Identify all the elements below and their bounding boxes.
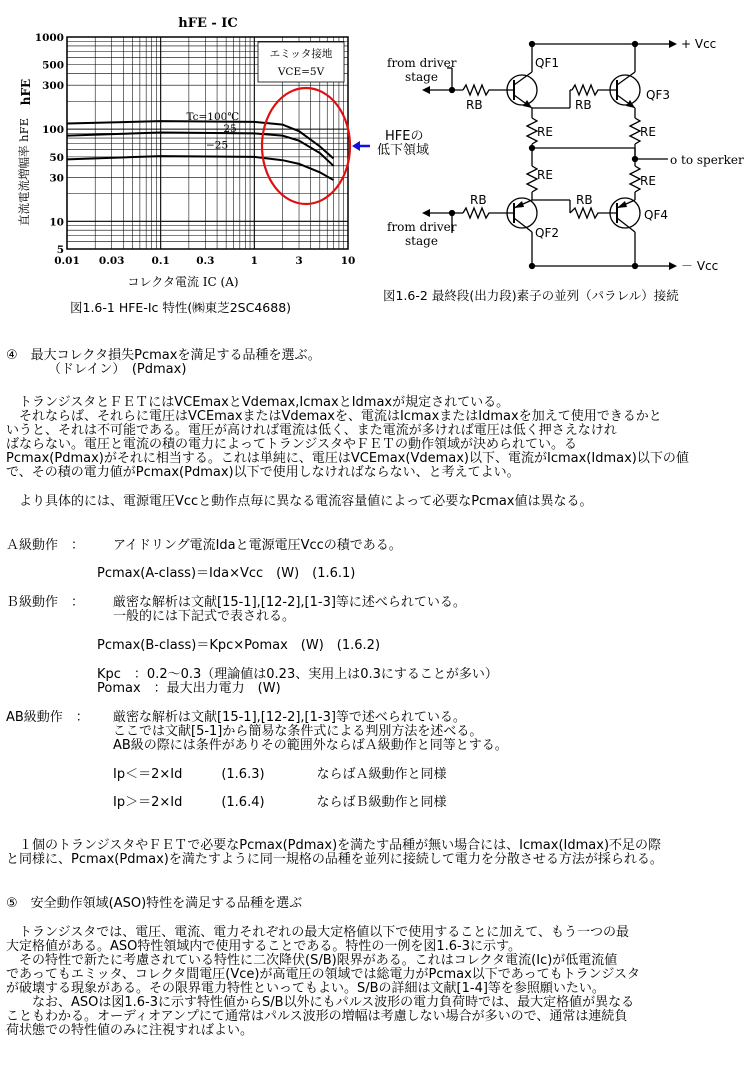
figure-1-caption: 図1.6-1 HFE-Ic 特性(㈱東芝2SC4688) [70,300,292,315]
x-tick-label: 0.1 [151,255,170,267]
item5-title: ⑤ 安全動作領域(ASO)特性を満足する品種を選ぶ [6,896,303,911]
y-tick-label: 100 [42,124,64,137]
ab-class-label: AB級動作 ： [6,710,89,725]
rb-label-3: RB [470,193,487,207]
p4-line-1: トランジスタでは、電圧、電流、電力それぞれの最大定格値以下で使用することに加えて、もう一つの最 [6,925,630,940]
p4-line-8: 荷状態での特性値のみに注視すればよい。 [6,1023,254,1038]
re-label-2: RE [640,125,656,139]
p3-line-1: １個のトランジスタやＦＥＴで必要なPcmax(Pdmax)を満たす品種が無い場合には、Icmax(Idmax)不足の際 [6,838,662,853]
y-tick-label: 10 [49,216,64,229]
item4-subtitle: （ドレイン） (Pdmax) [48,362,187,377]
x-tick-label: 10 [340,255,356,267]
y-tick-label: 500 [42,59,64,72]
p2: より具体的には、電源電圧Vccと動作点毎に異なる電流容量値によって必要なPcmax値は異なる。 [6,494,593,509]
p3-line-2: と同様に、Pcmax(Pdmax)を満たすように同一規格の品種を並列に接続して電力を分散させる方法が採られる。 [6,852,663,867]
y-tick-label: 30 [49,172,64,185]
driver-top-line-1: from driver [387,56,457,70]
ab-class-text-2: ここでは文献[5-1]から簡易な条件式による判別方法を述べる。 [113,724,483,739]
annotation-line-2: 低下領域 [377,143,430,158]
qf4-label: QF4 [644,208,668,222]
x-tick-label: 3 [295,255,303,267]
driver-bottom-line-2: stage [405,234,438,248]
kpc-definition: Kpc ：0.2～0.3（理論値は0.23、実用上は0.3にすることが多い） [97,667,498,682]
p1-line-1: トランジスタとＦＥＴにはVCEmaxとVdemax,IcmaxとIdmaxが規定されている。 [6,395,510,410]
x-axis-label: コレクタ電流 IC (A) [127,275,239,289]
to-speaker-label: o to sperker [670,153,744,167]
ab-class-text-1: 厳密な解析は文献[15-1],[12-2],[1-3]等で述べられている。 [113,710,466,725]
y-tick-label: 1000 [34,32,64,44]
rb-label-1: RB [466,98,483,112]
p4-line-3: その特性で新たに考慮されている特性に二次降伏(S/B)限界がある。これはコレクタ電流(Ic)が低電流値 [6,953,618,968]
driver-top-line-2: stage [405,70,438,84]
chart-series [67,121,333,180]
p4-line-2: 大定格値がある。ASO特性領域内で使用することである。特性の一例を図1.6-3に示す。 [6,939,521,954]
a-class-label: Ａ級動作 ： [6,538,85,553]
p4-line-5: が破壊する現象がある。その限界電力特性といってもよい。S/Bの詳細は文献[1-4]等を参照願いたい。 [6,981,605,996]
b-class-text-2: 一般的には下記式で表される。 [113,609,296,624]
x-tick-label: 1 [250,255,258,267]
qf1-label: QF1 [535,56,559,70]
b-class-formula: Pcmax(B-class)＝Kpc×Pomax (W) (1.6.2) [97,638,381,653]
b-class-label: Ｂ級動作 ： [6,595,85,610]
driver-bottom-line-1: from driver [387,220,457,234]
re-label-3: RE [537,168,553,182]
y-tick-label: 50 [49,151,64,164]
vcc-positive-label: + Vcc [681,37,717,51]
y-tick-label: 300 [42,80,64,93]
annotation-arrow-head [352,141,360,151]
vcc-negative-label: － Vcc [681,259,719,273]
y-axis-title: hFE [19,78,33,106]
a-class-text: アイドリング電流Idaと電源電圧Vccの積である。 [113,538,402,553]
re-label-4: RE [640,174,656,188]
series-line [67,156,333,180]
p4-line-6: なお、ASOは図1.6-3に示す特性値からS/B以外にもパルス波形の電力負荷時では、最大定格値が異なる [6,995,635,1010]
hfe-ic-chart [0,0,370,300]
p1-line-4: ばならない。電圧と電流の積の電力によってトランジスタやＦＥＴの動作領域が決められてい。る [6,437,578,452]
series-line [67,132,333,165]
condition-line-1: エミッタ接地 [269,48,333,60]
p4-line-4: であってもエミッタ、コレクタ間電圧(Vce)が高電圧の領域では総電力がPcmax以下であってもトランジスタ [6,967,640,982]
condition-2: Ip＞＝2×Id (1.6.4) ならばＢ級動作と同様 [113,795,447,810]
p1-line-3: いうと、それは不可能である。電圧が高ければ電流は低く、また電流が多ければ電圧は低く押さえなけれ [6,423,617,438]
item4-title: ④ 最大コレクタ損失Pcmaxを満足する品種を選ぶ。 [6,348,321,363]
x-tick-label: 0.01 [54,255,80,267]
x-tick-label: 0.03 [98,255,125,267]
series-label: Tc=100℃ [186,111,240,124]
qf2-label: QF2 [535,226,559,240]
ab-class-text-3: AB級の際には条件がありその範囲外ならばＡ級動作と同等とする。 [113,738,508,753]
qf3-label: QF3 [646,88,670,102]
b-class-text-1: 厳密な解析は文献[15-1],[12-2],[1-3]等に述べられている。 [113,595,466,610]
a-class-formula: Pcmax(A-class)＝Ida×Vcc (W) (1.6.1) [97,566,356,581]
lowering-region-circle [262,88,350,204]
re-label-1: RE [537,125,553,139]
p1-line-5: Pcmax(Pdmax)がそれに相当する。これは単純に、電圧はVCEmax(Vdemax)以下、電流がIcmax(Idmax)以下の値 [6,451,689,466]
annotation-line-1: HFEの [385,129,424,144]
p1-line-6: で、その積の電力値がPcmax(Pdmax)以下で使用しなければならない、と考えてよい。 [6,465,520,480]
condition-1: Ip＜＝2×Id (1.6.3) ならばＡ級動作と同様 [113,767,447,782]
chart-title: hFE - IC [178,16,238,31]
x-tick-label: 0.3 [196,255,215,267]
rb-label-2: RB [575,98,592,112]
p1-line-2: それならば、それらに電圧はVCEmaxまたはVdemaxを、電流はIcmaxまたはIdmaxを加えて使用できるかと [6,409,662,424]
y-tick-label: 5 [56,244,64,256]
condition-line-2: VCE=5V [277,66,325,78]
series-label: 25 [223,123,237,136]
y-axis-label: 直流電流増幅率 hFE [17,118,31,226]
series-label: −25 [205,139,229,152]
pomax-definition: Pomax ：最大出力電力 (W) [97,681,281,696]
figure-2-caption: 図1.6-2 最終段(出力段)素子の並列（パラレル）接続 [383,288,679,303]
rb-label-4: RB [576,193,593,207]
series-labels [186,111,239,151]
p4-line-7: こともわかる。オーディオアンプにて通常はパルス波形の増幅は考慮しない場合が多いので、通常は連続負 [6,1009,628,1024]
